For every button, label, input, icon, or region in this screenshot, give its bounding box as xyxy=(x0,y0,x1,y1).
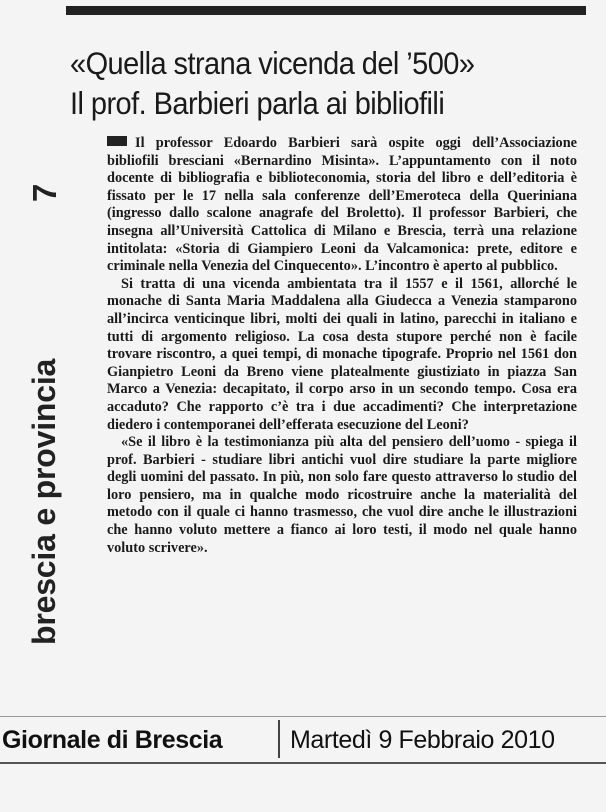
newspaper-name: Giornale di Brescia xyxy=(2,726,223,754)
headline-line-2: Il prof. Barbieri parla ai bibliofili xyxy=(70,85,445,122)
publication-date: Martedì 9 Febbraio 2010 xyxy=(290,726,555,754)
section-tag xyxy=(8,120,63,650)
top-rule xyxy=(66,6,586,15)
bullet-mark xyxy=(107,136,127,146)
article-paragraph: Il professor Edoardo Barbieri sarà ospite oggi dell’Associazione bibliofili bresciani «Bernardino Misinta». L’appuntamento con il noto docente di bibliografia e biblioteconomia, storia del libro e dell’editoria è fissato per le 17 nella sala conferenze dell’Emeroteca della Queriniana (ingresso dallo scalone anagrafe del Broletto). Il professor Barbieri, che insegna all’Università Cattolica di Milano e Brescia, terrà una relazione intitolata: «Storia di Giampiero Leoni da Valcamonica: prete, editore e criminale nella Venezia del Cinquecento». L’incontro è aperto al pubblico. xyxy=(107,135,577,275)
section-name: brescia e provincia xyxy=(26,358,62,645)
page-number: 7 xyxy=(26,183,63,202)
article-paragraph: Si tratta di una vicenda ambientata tra il 1557 e il 1561, allorché le monache di Santa Maria Maddalena alla Giudecca a Venezia stamparono all’incirca venticinque libri, molti dei quali in latino, parecchi in italiano e tutti di argomento religioso. La cosa desta stupore perché non è facile trovare riscontro, a quei tempi, di monache tipografe. Proprio nel 1561 don Gianpietro Leoni da Breno viene platealmente giustiziato in piazza San Marco a Venezia: decapitato, il corpo arso in un secondo tempo. Cosa era accaduto? Che rapporto c’è tra i due accadimenti? Che interpretazione diedero i contemporanei dell’efferata esecuzione del Leoni? xyxy=(107,275,577,433)
article-paragraph: «Se il libro è la testimonianza più alta del pensiero dell’uomo - spiega il prof. Barbieri - studiare libri antichi vuol dire studiare la parte migliore degli uomini del passato. In più, non solo fare questo attraverso lo studio del loro pensiero, ma in qualche modo ricostruire anche la materialità del metodo con il quale ci hanno trasmesso, che vuol dire anche le illustrazioni che hanno voluto mettere a fianco ai loro testi, il modo nel quale hanno voluto scrivere». xyxy=(107,434,577,556)
headline xyxy=(70,43,548,123)
footer-rule xyxy=(0,716,606,717)
footer-separator xyxy=(278,720,280,758)
bottom-rule xyxy=(0,762,606,764)
article-body xyxy=(107,135,577,557)
headline-line-1: «Quella strana vicenda del ’500» xyxy=(70,45,475,82)
